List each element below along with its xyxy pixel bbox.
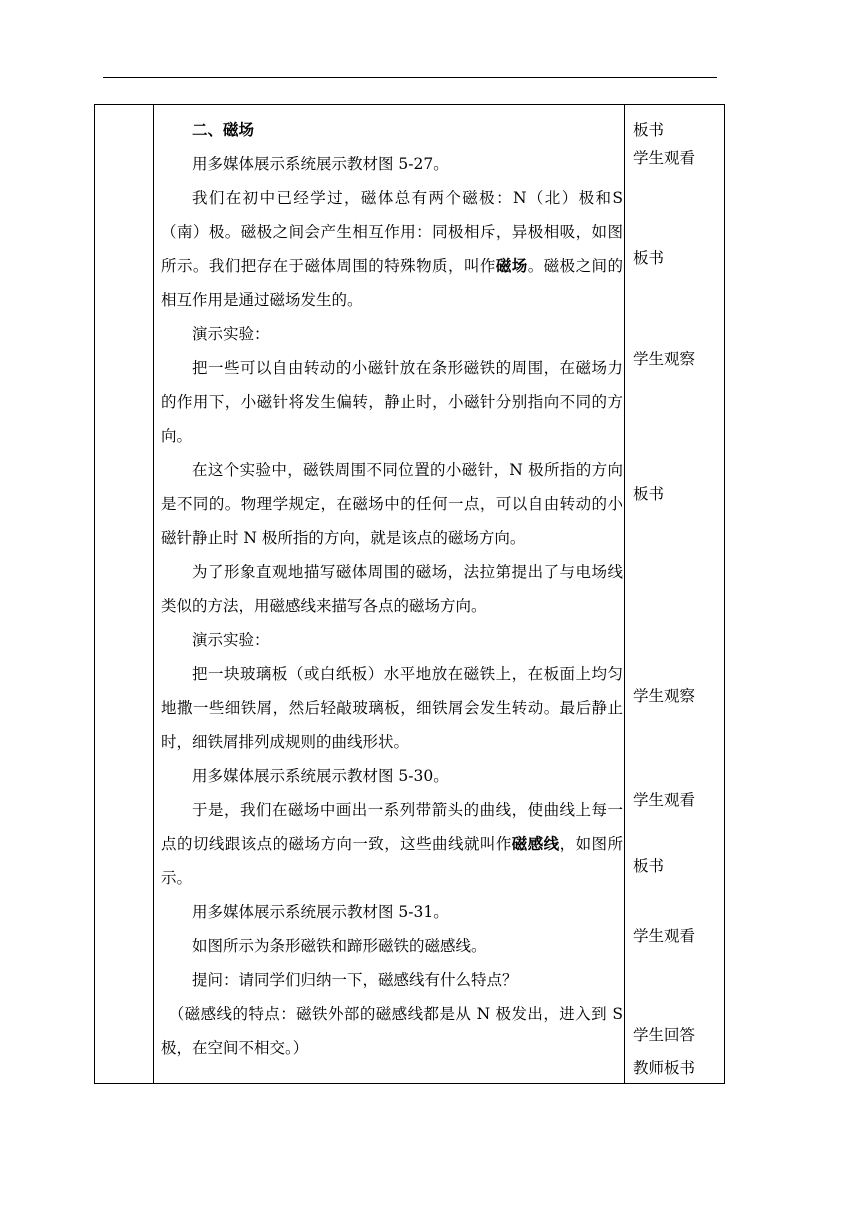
paragraph-text: 。磁极之间的相互作用是通过磁场发生的。	[161, 257, 623, 309]
paragraph-text: ，如图所示。	[161, 835, 623, 887]
column-divider	[624, 105, 625, 1083]
header-rule	[103, 77, 717, 78]
paragraph: 用多媒体展示系统展示教材图 5-30。	[192, 767, 449, 785]
paragraph: 把一些可以自由转动的小磁针放在条形磁铁的周围，在磁场力的作用下，小磁针将发生偏转，静止时，小磁针分别指向不同的方向。	[161, 359, 623, 445]
column-divider	[153, 105, 154, 1083]
paragraph	[161, 181, 623, 317]
note: 板书	[633, 121, 665, 139]
note: 学生观看	[633, 927, 696, 945]
note: 教师板书	[633, 1059, 696, 1077]
paragraph-text: 我们在初中已经学过，磁体总有两个磁极：N（北）极和S（南）极。磁极之间会产生相互作用：同极相斥，异极相吸，如图所示。我们把存在于磁体周围的特殊物质，叫作	[161, 189, 623, 275]
paragraph	[161, 793, 623, 895]
paragraph: （磁感线的特点：磁铁外部的磁感线都是从 N 极发出，进入到 S 极，在空间不相交。）	[161, 1005, 623, 1057]
note: 学生观察	[633, 350, 696, 368]
note: 学生观察	[633, 687, 696, 705]
lesson-content	[161, 113, 623, 1065]
section-heading: 二、磁场	[192, 121, 255, 139]
paragraph: 演示实验：	[192, 631, 270, 649]
paragraph-text: 于是，我们在磁场中画出一系列带箭头的曲线，使曲线上每一点的切线跟该点的磁场方向一致，这些曲线就叫作	[161, 801, 623, 853]
note: 板书	[633, 485, 665, 503]
note: 学生观看	[633, 791, 696, 809]
lesson-table	[94, 104, 725, 1084]
paragraph: 为了形象直观地描写磁体周围的磁场，法拉第提出了与电场线类似的方法，用磁感线来描写各点的磁场方向。	[161, 563, 623, 615]
paragraph: 把一块玻璃板（或白纸板）水平地放在磁铁上，在板面上均匀地撒一些细铁屑，然后轻敲玻璃板，细铁屑会发生转动。最后静止时，细铁屑排列成规则的曲线形状。	[161, 665, 623, 751]
paragraph: 用多媒体展示系统展示教材图 5-27。	[192, 155, 449, 173]
note: 学生观看	[633, 149, 696, 167]
paragraph: 演示实验：	[192, 325, 270, 343]
note: 学生回答	[633, 1026, 696, 1044]
paragraph: 在这个实验中，磁铁周围不同位置的小磁针，N 极所指的方向是不同的。物理学规定，在磁场中的任何一点，可以自由转动的小磁针静止时 N 极所指的方向，就是该点的磁场方向。	[161, 461, 623, 547]
note: 板书	[633, 857, 665, 875]
key-term: 磁感线	[511, 835, 560, 853]
paragraph: 如图所示为条形磁铁和蹄形磁铁的磁感线。	[192, 937, 487, 955]
key-term: 磁场	[495, 257, 528, 275]
note: 板书	[633, 249, 665, 267]
paragraph: 用多媒体展示系统展示教材图 5-31。	[192, 903, 449, 921]
paragraph: 提问：请同学们归纳一下，磁感线有什么特点？	[192, 971, 518, 989]
